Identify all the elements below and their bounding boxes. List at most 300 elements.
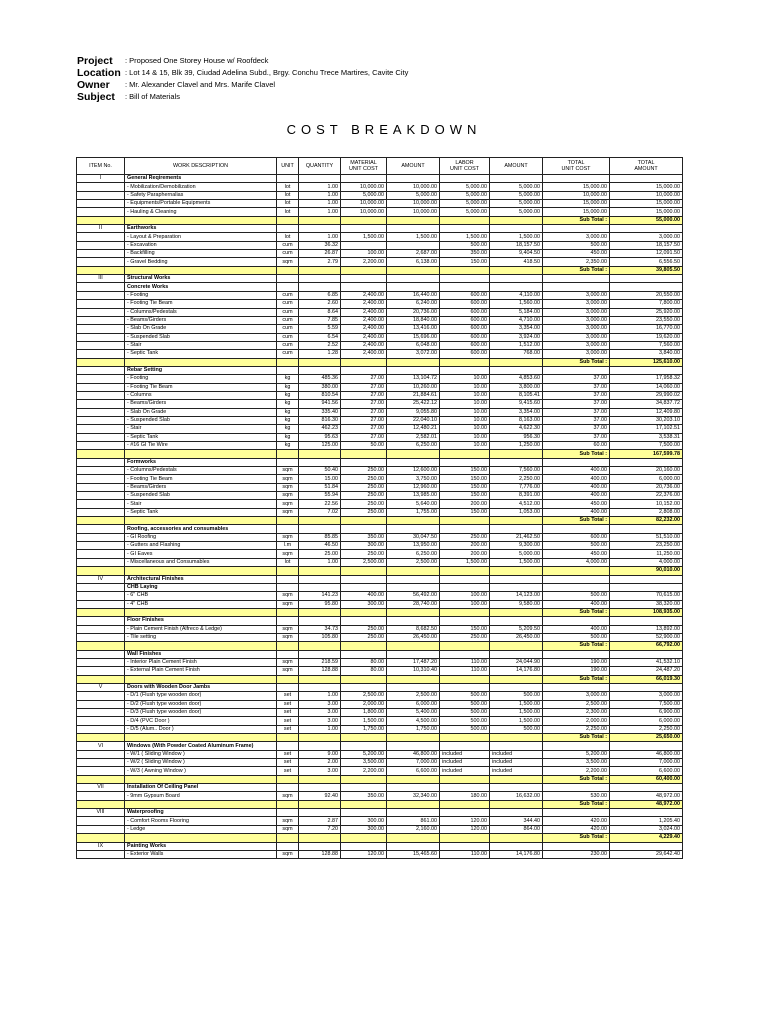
empty-cell: [299, 834, 341, 842]
labor-amount: 2,250.00: [490, 475, 543, 483]
empty-cell: [440, 734, 490, 742]
owner-value: : Mr. Alexander Clavel and Mrs. Marife Clavel: [125, 80, 276, 89]
work-description: - Equipments/Portable Equipments: [125, 200, 277, 208]
work-description: - Safety Paraphernalias: [125, 191, 277, 199]
table-row: [77, 633, 683, 641]
unit: cum: [277, 316, 299, 324]
material-unit-cost: 300.00: [341, 600, 387, 608]
subtotal-label: Sub Total :: [543, 216, 610, 224]
total-amount: 17,958.32: [610, 375, 683, 383]
unit: set: [277, 709, 299, 717]
table-row: [77, 750, 683, 758]
material-unit-cost: 1,800.00: [341, 709, 387, 717]
total-amount: 70,615.00: [610, 592, 683, 600]
empty-cell: [77, 775, 125, 783]
work-description: - D/2 (Flush type wooden door): [125, 700, 277, 708]
work-description: - Beams/Girders: [125, 400, 277, 408]
material-amount: 6,250.00: [387, 550, 440, 558]
material-unit-cost: [341, 241, 387, 249]
project-value: : Proposed One Storey House w/ Roofdeck: [125, 56, 269, 65]
total-unit-cost: 37.00: [543, 400, 610, 408]
work-description: - Stair: [125, 500, 277, 508]
subtotal-value: 82,232.00: [610, 517, 683, 525]
empty-cell: [277, 450, 299, 458]
empty-cell: [543, 742, 610, 750]
empty-cell: [277, 617, 299, 625]
quantity: 128.88: [299, 850, 341, 858]
material-amount: 1,750.00: [387, 725, 440, 733]
empty-cell: [299, 608, 341, 616]
empty-cell: [341, 567, 387, 575]
labor-amount: 8,105.41: [490, 391, 543, 399]
work-description: - Septic Tank: [125, 508, 277, 516]
labor-amount: 418.50: [490, 258, 543, 266]
material-unit-cost: 27.00: [341, 408, 387, 416]
table-row: [77, 759, 683, 767]
total-unit-cost: 400.00: [543, 508, 610, 516]
empty-cell: [387, 575, 440, 583]
item-number: [77, 325, 125, 333]
empty-cell: [490, 842, 543, 850]
quantity: 15.00: [299, 475, 341, 483]
total-unit-cost: 3,000.00: [543, 291, 610, 299]
material-unit-cost: 250.00: [341, 500, 387, 508]
material-unit-cost: 27.00: [341, 375, 387, 383]
empty-cell: [125, 734, 277, 742]
labor-amount: 9,300.00: [490, 542, 543, 550]
total-unit-cost: 3,000.00: [543, 316, 610, 324]
material-amount: 6,250.00: [387, 442, 440, 450]
empty-cell: [490, 358, 543, 366]
unit: kg: [277, 408, 299, 416]
empty-cell: [77, 450, 125, 458]
empty-cell: [277, 800, 299, 808]
empty-cell: [125, 642, 277, 650]
labor-amount: 5,000.00: [490, 191, 543, 199]
work-description: - Excavation: [125, 241, 277, 249]
section-title: Floor Finishes: [125, 617, 277, 625]
empty-cell: [543, 225, 610, 233]
material-amount: 5,640.00: [387, 500, 440, 508]
empty-cell: [440, 216, 490, 224]
total-amount: 34,837.72: [610, 400, 683, 408]
material-unit-cost: 3,500.00: [341, 759, 387, 767]
section-title: Wall Finishes: [125, 650, 277, 658]
empty-cell: [490, 517, 543, 525]
labor-amount: 14,176.80: [490, 850, 543, 858]
material-unit-cost: 27.00: [341, 425, 387, 433]
subtotal-label: [543, 567, 610, 575]
total-unit-cost: 15,000.00: [543, 183, 610, 191]
item-number: [77, 617, 125, 625]
work-description: - Footing: [125, 375, 277, 383]
cost-breakdown-table: [76, 157, 683, 859]
subtotal-row: [77, 800, 683, 808]
item-number: V: [77, 683, 125, 691]
table-header-row: [77, 158, 683, 175]
empty-cell: [543, 366, 610, 374]
labor-unit-cost: 180.00: [440, 792, 490, 800]
item-number: [77, 400, 125, 408]
work-description: - Beams/Girders: [125, 316, 277, 324]
material-unit-cost: 2,400.00: [341, 316, 387, 324]
material-amount: 10,000.00: [387, 208, 440, 216]
material-amount: 7,000.00: [387, 759, 440, 767]
table-row: [77, 316, 683, 324]
unit: sqm: [277, 592, 299, 600]
total-unit-cost: 4,000.00: [543, 558, 610, 566]
empty-cell: [341, 650, 387, 658]
empty-cell: [387, 642, 440, 650]
labor-unit-cost: 150.00: [440, 625, 490, 633]
item-number: [77, 692, 125, 700]
empty-cell: [387, 809, 440, 817]
empty-cell: [299, 575, 341, 583]
total-unit-cost: 37.00: [543, 391, 610, 399]
empty-cell: [341, 216, 387, 224]
table-row: [77, 767, 683, 775]
work-description: - Gravel Bedding: [125, 258, 277, 266]
material-amount: 6,048.00: [387, 341, 440, 349]
total-unit-cost: 530.00: [543, 792, 610, 800]
material-unit-cost: 2,400.00: [341, 341, 387, 349]
labor-unit-cost: 500.00: [440, 709, 490, 717]
unit: set: [277, 717, 299, 725]
work-description: - Suspended Slab: [125, 333, 277, 341]
labor-amount: 8,391.00: [490, 492, 543, 500]
total-amount: 6,000.00: [610, 717, 683, 725]
quantity: 34.73: [299, 625, 341, 633]
table-row: [77, 325, 683, 333]
total-unit-cost: 37.00: [543, 425, 610, 433]
section-row: [77, 175, 683, 183]
empty-cell: [277, 834, 299, 842]
work-description: - Exterior Walls: [125, 850, 277, 858]
unit: cum: [277, 291, 299, 299]
labor-amount: 1,053.00: [490, 508, 543, 516]
total-amount: 7,000.00: [610, 759, 683, 767]
empty-cell: [125, 675, 277, 683]
item-number: [77, 492, 125, 500]
labor-amount: 14,176.80: [490, 667, 543, 675]
total-unit-cost: 500.00: [543, 592, 610, 600]
empty-cell: [299, 650, 341, 658]
empty-cell: [341, 458, 387, 466]
material-unit-cost: 2,400.00: [341, 350, 387, 358]
empty-cell: [610, 283, 683, 291]
column-header: ITEM No.: [77, 158, 125, 175]
empty-cell: [299, 567, 341, 575]
empty-cell: [543, 583, 610, 591]
empty-cell: [490, 675, 543, 683]
item-number: [77, 717, 125, 725]
empty-cell: [125, 567, 277, 575]
empty-cell: [387, 608, 440, 616]
item-number: [77, 191, 125, 199]
quantity: 7.85: [299, 316, 341, 324]
section-title: Windows (With Powder Coated Aluminum Frame): [125, 742, 277, 750]
empty-cell: [440, 650, 490, 658]
empty-cell: [610, 366, 683, 374]
labor-unit-cost: 5,000.00: [440, 208, 490, 216]
unit: kg: [277, 375, 299, 383]
item-number: [77, 759, 125, 767]
material-unit-cost: 2,400.00: [341, 291, 387, 299]
unit: set: [277, 692, 299, 700]
labor-amount: 3,354.00: [490, 408, 543, 416]
work-description: - Columns: [125, 391, 277, 399]
subtotal-row: [77, 517, 683, 525]
section-title: General Reqirements: [125, 175, 277, 183]
item-number: [77, 533, 125, 541]
labor-unit-cost: 120.00: [440, 817, 490, 825]
item-number: [77, 442, 125, 450]
total-unit-cost: 400.00: [543, 492, 610, 500]
empty-cell: [610, 525, 683, 533]
table-row: [77, 425, 683, 433]
table-row: [77, 542, 683, 550]
item-number: [77, 467, 125, 475]
unit: sqm: [277, 792, 299, 800]
subsection-row: [77, 525, 683, 533]
empty-cell: [387, 517, 440, 525]
section-row: [77, 225, 683, 233]
item-number: [77, 458, 125, 466]
empty-cell: [299, 742, 341, 750]
empty-cell: [387, 775, 440, 783]
table-row: [77, 408, 683, 416]
empty-cell: [610, 784, 683, 792]
total-unit-cost: 5,200.00: [543, 750, 610, 758]
table-row: [77, 792, 683, 800]
material-amount: 25,422.12: [387, 400, 440, 408]
material-unit-cost: 80.00: [341, 658, 387, 666]
empty-cell: [490, 809, 543, 817]
item-number: [77, 792, 125, 800]
subtotal-row: [77, 834, 683, 842]
item-number: [77, 383, 125, 391]
material-unit-cost: 2,200.00: [341, 767, 387, 775]
work-description: - Hauling & Cleaning: [125, 208, 277, 216]
empty-cell: [610, 742, 683, 750]
work-description: - D/4 (PVC Door ): [125, 717, 277, 725]
empty-cell: [299, 800, 341, 808]
total-unit-cost: 2,200.00: [543, 767, 610, 775]
work-description: - External Plain Cement Finish: [125, 667, 277, 675]
empty-cell: [125, 800, 277, 808]
empty-cell: [610, 458, 683, 466]
empty-cell: [440, 683, 490, 691]
empty-cell: [341, 575, 387, 583]
empty-cell: [387, 650, 440, 658]
material-unit-cost: 10,000.00: [341, 183, 387, 191]
empty-cell: [299, 525, 341, 533]
work-description: - GI Roofing: [125, 533, 277, 541]
empty-cell: [277, 775, 299, 783]
material-unit-cost: 2,400.00: [341, 300, 387, 308]
labor-amount: 768.00: [490, 350, 543, 358]
owner-label: Owner: [77, 79, 110, 91]
empty-cell: [299, 675, 341, 683]
column-header: WORK DESCRIPTION: [125, 158, 277, 175]
empty-cell: [490, 642, 543, 650]
empty-cell: [341, 734, 387, 742]
total-amount: 3,024.00: [610, 825, 683, 833]
total-unit-cost: 2,000.00: [543, 717, 610, 725]
quantity: 5.59: [299, 325, 341, 333]
total-unit-cost: 37.00: [543, 433, 610, 441]
quantity: 7.02: [299, 508, 341, 516]
item-number: [77, 241, 125, 249]
unit: kg: [277, 442, 299, 450]
total-amount: 7,500.00: [610, 442, 683, 450]
table-row: [77, 183, 683, 191]
labor-unit-cost: 600.00: [440, 325, 490, 333]
empty-cell: [77, 608, 125, 616]
labor-unit-cost: 600.00: [440, 316, 490, 324]
empty-cell: [440, 225, 490, 233]
empty-cell: [387, 366, 440, 374]
empty-cell: [277, 458, 299, 466]
empty-cell: [440, 175, 490, 183]
labor-unit-cost: 100.00: [440, 592, 490, 600]
labor-unit-cost: 200.00: [440, 500, 490, 508]
quantity: 380.00: [299, 383, 341, 391]
empty-cell: [387, 734, 440, 742]
work-description: - GI Eaves: [125, 550, 277, 558]
labor-amount: 4,622.30: [490, 425, 543, 433]
total-unit-cost: 37.00: [543, 408, 610, 416]
subtotal-label: Sub Total :: [543, 608, 610, 616]
empty-cell: [610, 225, 683, 233]
empty-cell: [543, 683, 610, 691]
empty-cell: [277, 266, 299, 274]
subtotal-value: 48,972.00: [610, 800, 683, 808]
empty-cell: [341, 742, 387, 750]
work-description: - Mobilization/Demobilization: [125, 183, 277, 191]
material-unit-cost: 1,500.00: [341, 717, 387, 725]
project-label: Project: [77, 55, 113, 67]
material-amount: 1,500.00: [387, 233, 440, 241]
total-amount: 10,000.00: [610, 191, 683, 199]
quantity: 36.32: [299, 241, 341, 249]
item-number: [77, 500, 125, 508]
total-amount: 14,060.00: [610, 383, 683, 391]
empty-cell: [490, 734, 543, 742]
empty-cell: [440, 617, 490, 625]
empty-cell: [277, 608, 299, 616]
quantity: 1.28: [299, 350, 341, 358]
material-unit-cost: 1,750.00: [341, 725, 387, 733]
item-number: [77, 408, 125, 416]
table-row: [77, 208, 683, 216]
subtotal-value: 4,229.40: [610, 834, 683, 842]
empty-cell: [277, 683, 299, 691]
material-amount: 4,500.00: [387, 717, 440, 725]
unit: set: [277, 725, 299, 733]
labor-amount: 26,450.00: [490, 633, 543, 641]
unit: set: [277, 750, 299, 758]
section-title: Installation Of Ceiling Panel: [125, 784, 277, 792]
table-row: [77, 600, 683, 608]
table-row: [77, 508, 683, 516]
empty-cell: [299, 358, 341, 366]
labor-unit-cost: 500.00: [440, 717, 490, 725]
empty-cell: [277, 742, 299, 750]
labor-amount: 9,580.00: [490, 600, 543, 608]
empty-cell: [277, 583, 299, 591]
material-unit-cost: 5,200.00: [341, 750, 387, 758]
total-amount: 6,900.00: [610, 709, 683, 717]
material-amount: [387, 241, 440, 249]
empty-cell: [490, 742, 543, 750]
unit: cum: [277, 350, 299, 358]
subtotal-label: Sub Total :: [543, 834, 610, 842]
quantity: 1.00: [299, 233, 341, 241]
empty-cell: [277, 358, 299, 366]
labor-unit-cost: 1,500.00: [440, 233, 490, 241]
empty-cell: [387, 675, 440, 683]
labor-unit-cost: 10.00: [440, 391, 490, 399]
quantity: 141.23: [299, 592, 341, 600]
total-unit-cost: 400.00: [543, 467, 610, 475]
item-number: [77, 258, 125, 266]
empty-cell: [440, 283, 490, 291]
quantity: 3.00: [299, 709, 341, 717]
total-amount: 29,642.40: [610, 850, 683, 858]
empty-cell: [610, 617, 683, 625]
empty-cell: [610, 575, 683, 583]
labor-amount: 3,800.00: [490, 383, 543, 391]
total-amount: 7,500.00: [610, 700, 683, 708]
item-number: [77, 391, 125, 399]
empty-cell: [77, 266, 125, 274]
total-amount: 52,900.00: [610, 633, 683, 641]
unit: lot: [277, 200, 299, 208]
material-amount: 15,465.60: [387, 850, 440, 858]
item-number: VII: [77, 784, 125, 792]
total-unit-cost: 37.00: [543, 383, 610, 391]
unit: sqm: [277, 258, 299, 266]
labor-unit-cost: 600.00: [440, 300, 490, 308]
material-amount: 12,600.00: [387, 467, 440, 475]
table-row: [77, 350, 683, 358]
material-amount: 32,340.00: [387, 792, 440, 800]
empty-cell: [490, 617, 543, 625]
labor-amount: 1,500.00: [490, 717, 543, 725]
work-description: - Interior Plain Cement Finish: [125, 658, 277, 666]
table-row: [77, 258, 683, 266]
labor-unit-cost: 600.00: [440, 350, 490, 358]
material-unit-cost: 250.00: [341, 467, 387, 475]
item-number: [77, 316, 125, 324]
subtotal-label: Sub Total :: [543, 800, 610, 808]
item-number: [77, 341, 125, 349]
empty-cell: [277, 525, 299, 533]
empty-cell: [299, 583, 341, 591]
total-unit-cost: 15,000.00: [543, 208, 610, 216]
empty-cell: [299, 784, 341, 792]
table-row: [77, 725, 683, 733]
table-row: [77, 400, 683, 408]
quantity: 9.00: [299, 750, 341, 758]
column-header: AMOUNT: [387, 158, 440, 175]
empty-cell: [543, 575, 610, 583]
subtotal-label: Sub Total :: [543, 775, 610, 783]
labor-unit-cost: 500.00: [440, 241, 490, 249]
empty-cell: [387, 842, 440, 850]
material-unit-cost: 50.00: [341, 442, 387, 450]
